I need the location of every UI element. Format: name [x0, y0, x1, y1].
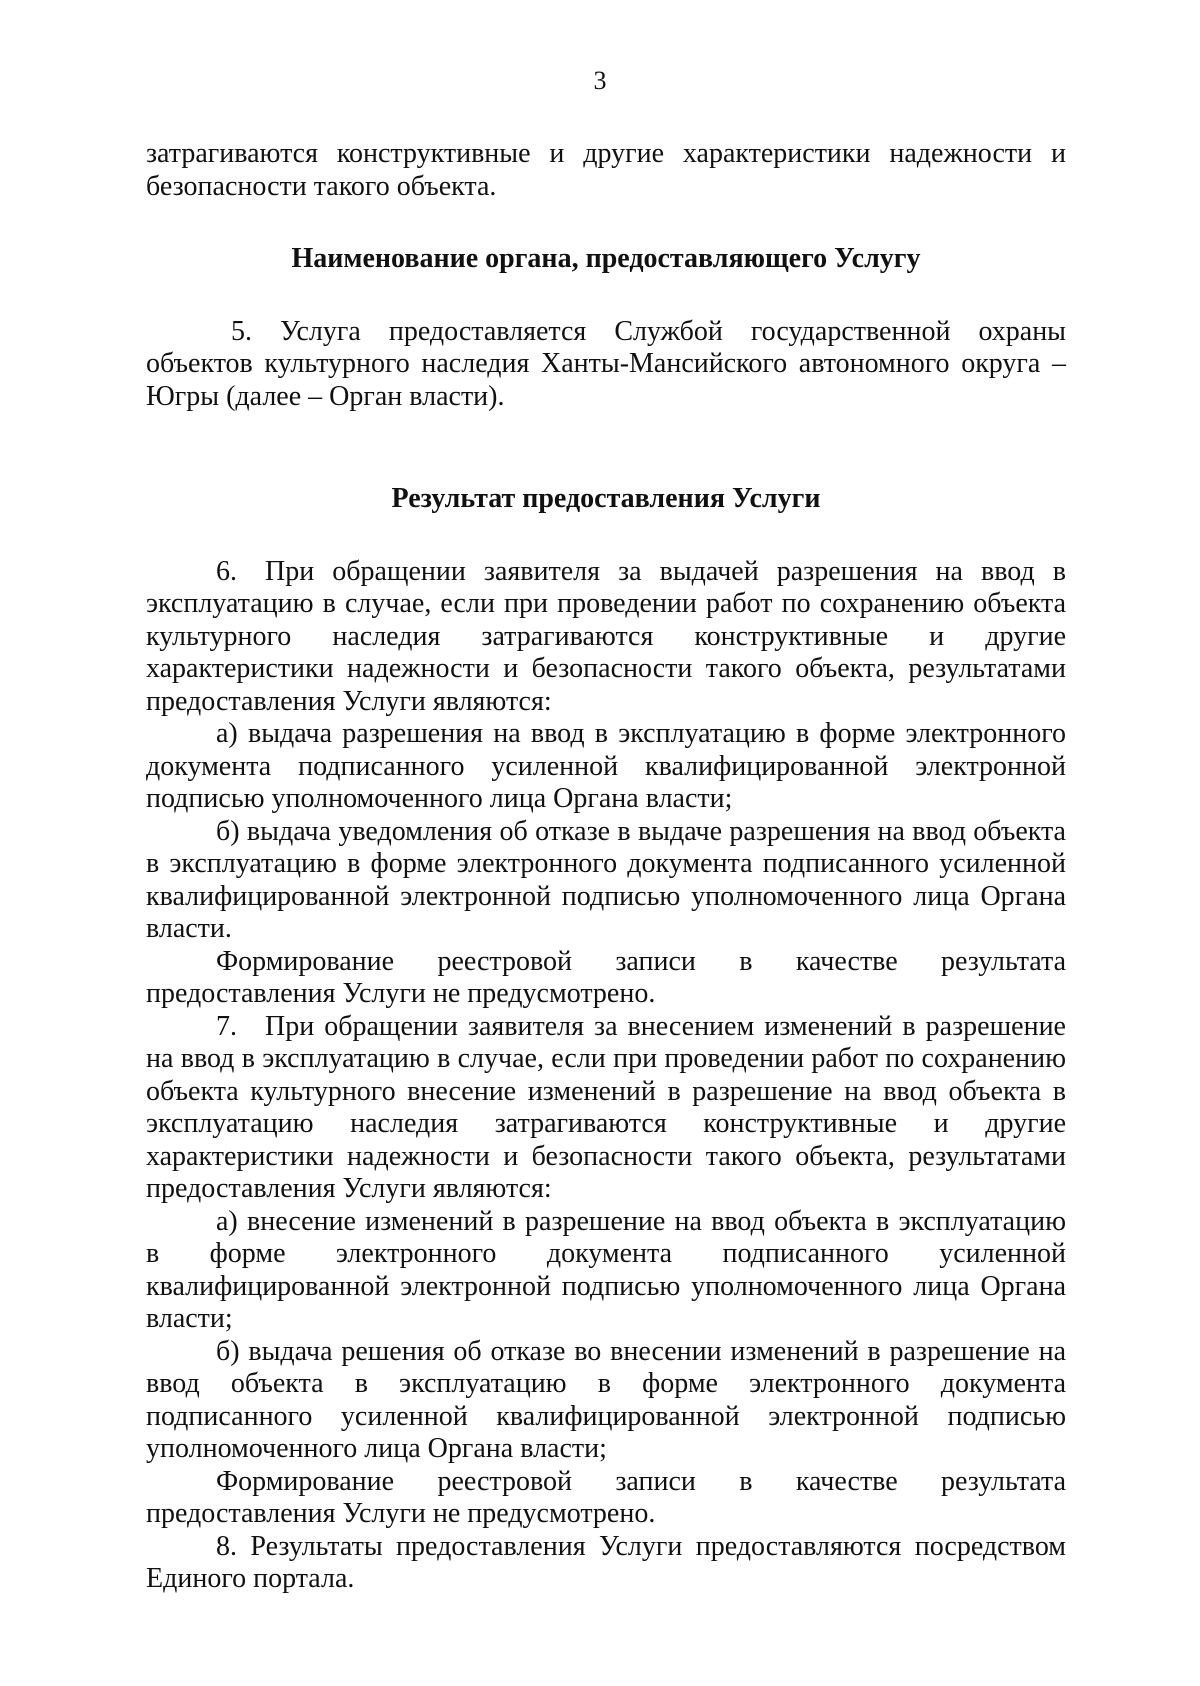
paragraph-6: 6. При обращении заявителя за выдачей разрешения на ввод в эксплуатацию в случае, если при проведении работ по сохранению объекта культурного наследия затрагиваются конструктивные и другие характеристики надежности и безопасности такого объекта, результатами предоставления Услуги являются:	[146, 555, 1066, 717]
section-heading-authority: Наименование органа, предоставляющего Услугу	[291, 243, 921, 274]
paragraph-7a: а) внесение изменений в разрешение на ввод объекта в эксплуатацию в форме электронного документа подписанного усиленной квалифицированной электронной подписью уполномоченного лица Органа власти;	[146, 1205, 1066, 1334]
paragraph-6c: Формирование реестровой записи в качестве результата предоставления Услуги не предусмотрено.	[146, 945, 1066, 1009]
paragraph-7c: Формирование реестровой записи в качестве результата предоставления Услуги не предусмотрено.	[146, 1465, 1066, 1529]
paragraph-6b: б) выдача уведомления об отказе в выдаче разрешения на ввод объекта в эксплуатацию в форме электронного документа подписанного усиленной квалифицированной электронной подписью уполномоченного лица Органа власти.	[146, 815, 1066, 944]
paragraph-7b: б) выдача решения об отказе во внесении изменений в разрешение на ввод объекта в эксплуатацию в форме электронного документа подписанного усиленной квалифицированной электронной подписью уполномоченного лица Органа власти;	[146, 1335, 1066, 1464]
document-body	[146, 138, 1066, 1596]
paragraph-8: 8. Результаты предоставления Услуги предоставляются посредством Единого портала.	[146, 1530, 1066, 1594]
section-heading-result: Результат предоставления Услуги	[391, 483, 821, 514]
paragraph-6a: а) выдача разрешения на ввод в эксплуатацию в форме электронного документа подписанного усиленной квалифицированной электронной подписью уполномоченного лица Органа власти;	[146, 718, 1066, 814]
paragraph-continuation: затрагиваются конструктивные и другие характеристики надежности и безопасности такого объекта.	[146, 138, 1066, 202]
paragraph-7: 7. При обращении заявителя за внесением изменений в разрешение на ввод в эксплуатацию в случае, если при проведении работ по сохранению объекта культурного внесение изменений в разрешение на ввод объекта в эксплуатацию наследия затрагиваются конструктивные и другие характеристики надежности и безопасности такого объекта, результатами предоставления Услуги являются:	[146, 1010, 1066, 1204]
page-number: 3	[593, 66, 607, 95]
paragraph-5: 5. Услуга предоставляется Службой государственной охраны объектов культурного наследия Ханты-Мансийского автономного округа – Югры (далее – Орган власти).	[146, 315, 1066, 412]
